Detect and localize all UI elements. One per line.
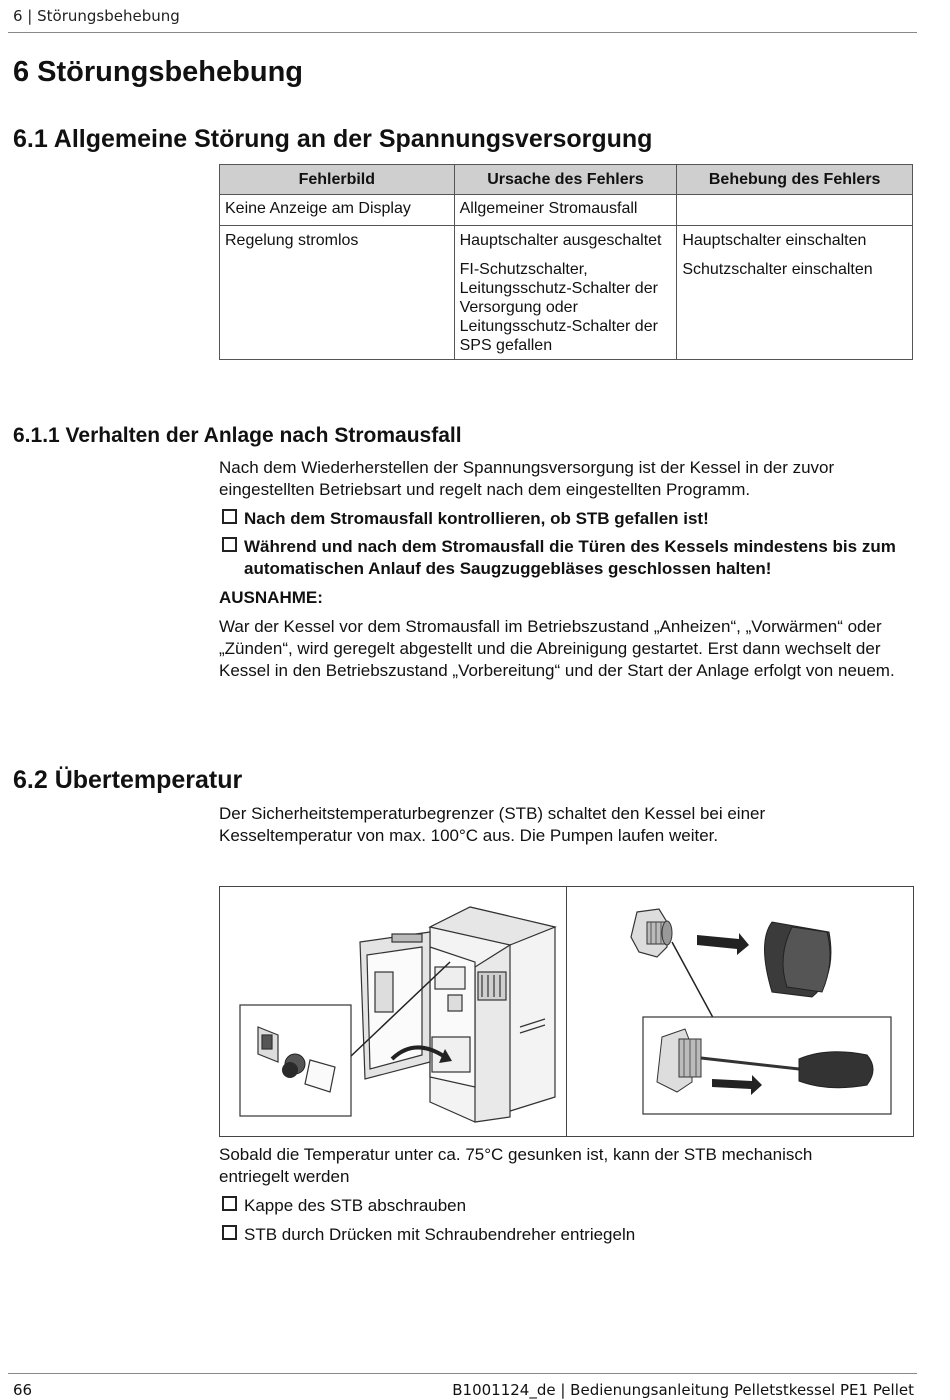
table-header-cell: Ursache des Fehlers [454, 165, 677, 195]
footer-divider [8, 1373, 917, 1374]
document-reference: B1001124_de | Bedienungsanleitung Pelletstkessel PE1 Pellet [452, 1381, 914, 1399]
stb-intro-paragraph: Der Sicherheitstemperaturbegrenzer (STB) schaltet den Kessel bei einer Kesseltemperatur von max. 100°C aus. Die Pumpen laufen weiter. [219, 804, 766, 845]
checklist-item [222, 536, 912, 580]
table-header-row [220, 165, 913, 195]
table-cell: Hauptschalter ausgeschaltet [454, 226, 677, 257]
table-cell: Hauptschalter einschalten [677, 226, 913, 257]
table-row [220, 226, 913, 257]
unlock-paragraph: Sobald die Temperatur unter ca. 75°C gesunken ist, kann der STB mechanisch entriegelt werden [219, 1145, 813, 1186]
table-cell: Keine Anzeige am Display [220, 195, 455, 226]
table-header-cell: Behebung des Fehlers [677, 165, 913, 195]
checkbox-icon [222, 1225, 237, 1240]
table-cell: Regelung stromlos [220, 226, 455, 257]
exception-label: AUSNAHME: [219, 588, 323, 607]
checklist-text: Nach dem Stromausfall kontrollieren, ob STB gefallen ist! [244, 509, 709, 528]
figure-divider [566, 887, 567, 1136]
section-title-6-1: 6.1 Allgemeine Störung an der Spannungsversorgung [13, 125, 653, 153]
chapter-title: 6 Störungsbehebung [13, 56, 303, 88]
section-title-6-1-1: 6.1.1 Verhalten der Anlage nach Stromausfall [13, 424, 462, 447]
checklist-item [222, 508, 912, 530]
checklist-item [222, 1195, 912, 1217]
table-cell [220, 256, 455, 360]
table-header-cell: Fehlerbild [220, 165, 455, 195]
table-row [220, 195, 913, 226]
checkbox-icon [222, 537, 237, 552]
table-cell: Schutzschalter einschalten [677, 256, 913, 360]
table-cell: Allgemeiner Stromausfall [454, 195, 677, 226]
exception-paragraph: War der Kessel vor dem Stromausfall im Betriebszustand „Anheizen“, „Vorwärmen“ oder „Zünden“, wird geregelt abgestellt und die Abreinigung gestartet. Erst dann wechselt der Kessel in den Betriebszustand „Vorbereitung“ und der Start der Anlage erfolgt von neuem. [219, 617, 895, 680]
section-title-6-2: 6.2 Übertemperatur [13, 766, 243, 794]
checklist-item [222, 1224, 912, 1246]
checklist-text: Während und nach dem Stromausfall die Türen des Kessels mindestens bis zum automatischen Anlauf des Saugzuggebläses geschlossen halten! [244, 537, 896, 578]
intro-paragraph: Nach dem Wiederherstellen der Spannungsversorgung ist der Kessel in der zuvor eingestellten Betriebsart und regelt nach dem eingestellten Programm. [219, 458, 835, 499]
table-cell: FI-Schutzschalter, Leitungsschutz-Schalter der Versorgung oder Leitungsschutz-Schalter der SPS gefallen [454, 256, 677, 360]
header-divider [8, 32, 917, 33]
stb-illustration [219, 886, 914, 1137]
checkbox-icon [222, 509, 237, 524]
checklist-text: Kappe des STB abschrauben [244, 1196, 467, 1215]
error-table [219, 164, 913, 360]
checkbox-icon [222, 1196, 237, 1211]
running-header: 6 | Störungsbehebung [13, 7, 180, 25]
checklist-text: STB durch Drücken mit Schraubendreher entriegeln [244, 1225, 636, 1244]
page-number: 66 [13, 1381, 33, 1399]
table-row [220, 256, 913, 360]
table-cell [677, 195, 913, 226]
